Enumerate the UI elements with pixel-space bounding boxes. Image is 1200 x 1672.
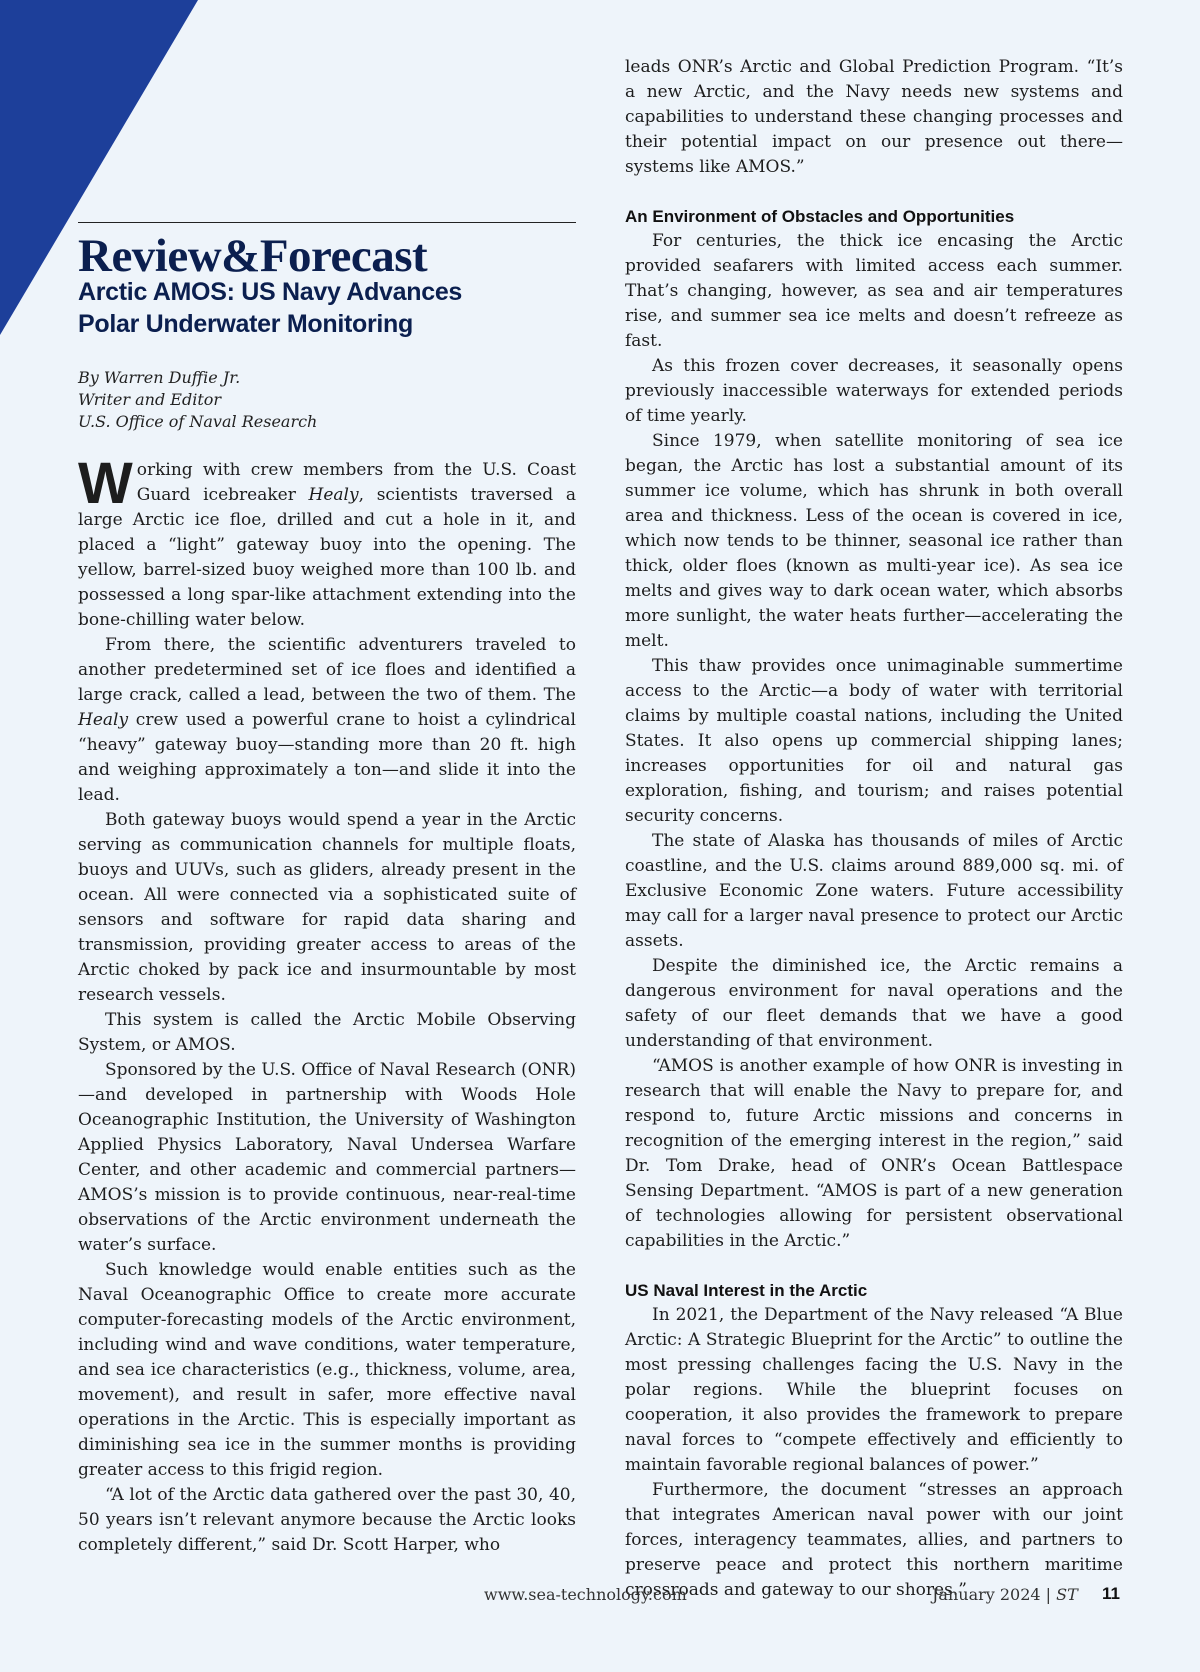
header-rule (78, 222, 576, 223)
paragraph: In 2021, the Department of the Navy released “A Blue Arctic: A Strategic Blueprint for the Arctic” to outline the most pressing challenges facing the U.S. Navy in the polar regions. While the blueprint focuses on cooperation, it also provides the framework to prepare naval forces to “compete effectively and efficiently to maintain favorable regional balances of power.” (625, 1305, 1123, 1475)
paragraph: Since 1979, when satellite monitoring of sea ice began, the Arctic has lost a substantial amount of its summer ice volume, which has shrunk in both overall area and thickness. Less of the ocean is covered in ice, which now tends to be thinner, seasonal ice rather than thick, older floes (known as multi-year ice). As sea ice melts and gives way to dark ocean water, which absorbs more sunlight, the water heats further—accelerating the melt. (625, 431, 1123, 651)
paragraph: For centuries, the thick ice encasing the Arctic provided seafarers with limited access each summer. That’s changing, however, as sea and air temperatures rise, and summer sea ice melts and doesn’t refreeze as fast. (625, 231, 1123, 351)
left-column (78, 451, 576, 1558)
page-number: 11 (1102, 1584, 1120, 1603)
headline-line-2: Polar Underwater Monitoring (78, 310, 413, 338)
paragraph: The state of Alaska has thousands of miles of Arctic coastline, and the U.S. claims around 889,000 sq. mi. of Exclusive Economic Zone waters. Future accessibility may call for a larger naval presence to protect our Arctic assets. (625, 831, 1123, 951)
paragraph: From there, the scientific adventurers traveled to another predetermined set of ice floes and identified a large crack, called a lead, between the two of them. The Healy crew used a powerful crane to hoist a cylindrical “heavy” gateway buoy—standing more than 20 ft. high and weighing approximately a ton—and slide it into the lead. (78, 635, 576, 805)
right-column (625, 55, 1123, 1603)
paragraph: Sponsored by the U.S. Office of Naval Research (ONR)—and developed in partnership with Woods Hole Oceanographic Institution, the University of Washington Applied Physics Laboratory, Naval Undersea Warfare Center, and other academic and commercial partners—AMOS’s mission is to provide continuous, near-real-time observations of the Arctic environment underneath the water’s surface. (78, 1060, 576, 1255)
paragraph: As this frozen cover decreases, it seasonally opens previously inaccessible waterways for extended periods of time yearly. (625, 356, 1123, 426)
paragraph: leads ONR’s Arctic and Global Prediction Program. “It’s a new Arctic, and the Navy needs new systems and capabilities to understand these changing processes and their potential impact on our presence out there—systems like AMOS.” (625, 57, 1123, 177)
paragraph: This system is called the Arctic Mobile Observing System, or AMOS. (78, 1010, 576, 1055)
subheading: US Naval Interest in the Arctic (625, 1281, 868, 1300)
subheading: An Environment of Obstacles and Opportunities (625, 207, 1015, 226)
footer-issue: January 2024 | ST (932, 1585, 1078, 1604)
byline-role: Writer and Editor (78, 390, 222, 409)
paragraph: This thaw provides once unimaginable summertime access to the Arctic—a body of water with territorial claims by multiple coastal nations, including the United States. It also opens up commercial shipping lanes; increases opportunities for oil and natural gas exploration, fishing, and tourism; and raises potential security concerns. (625, 656, 1123, 826)
paragraph: Despite the diminished ice, the Arctic remains a dangerous environment for naval operations and the safety of our fleet demands that we have a good understanding of that environment. (625, 956, 1123, 1051)
headline-line-1: Arctic AMOS: US Navy Advances (78, 278, 463, 306)
byline-org: U.S. Office of Naval Research (78, 412, 318, 431)
paragraph: “AMOS is another example of how ONR is investing in research that will enable the Navy to prepare for, and respond to, future Arctic missions and concerns in recognition of the emerging interest in the region,” said Dr. Tom Drake, head of ONR’s Ocean Battlespace Sensing Department. “AMOS is part of a new generation of technologies allowing for persistent observational capabilities in the Arctic.” (625, 1056, 1123, 1251)
paragraph: Working with crew members from the U.S. Coast Guard icebreaker Healy, scientists traversed a large Arctic ice floe, drilled and cut a hole in it, and placed a “light” gateway buoy into the opening. The yellow, barrel-sized buoy weighed more than 100 lb. and possessed a long spar-like attachment extending into the bone-chilling water below. (78, 451, 576, 630)
byline (78, 367, 558, 433)
paragraph: Furthermore, the document “stresses an approach that integrates American naval power with our joint forces, interagency teammates, allies, and partners to preserve peace and protect this northern maritime crossroads and gateway to our shores.” (625, 1480, 1123, 1600)
article-headline (78, 276, 558, 340)
footer-url[interactable]: www.sea-technology.com (484, 1585, 687, 1604)
section-title: Review&Forecast (78, 230, 428, 282)
paragraph: Both gateway buoys would spend a year in the Arctic serving as communication channels for multiple floats, buoys and UUVs, such as gliders, already present in the ocean. All were connected via a sophisticated suite of sensors and software for rapid data sharing and transmission, providing greater access to areas of the Arctic choked by pack ice and insurmountable by most research vessels. (78, 810, 576, 1005)
drop-cap: W (78, 451, 133, 516)
paragraph: Such knowledge would enable entities such as the Naval Oceanographic Office to create more accurate computer-forecasting models of the Arctic environment, including wind and wave conditions, water temperature, and sea ice characteristics (e.g., thickness, volume, area, movement), and result in safer, more effective naval operations in the Arctic. This is especially important as diminishing sea ice in the summer months is providing greater access to this frigid region. (78, 1260, 576, 1480)
paragraph: “A lot of the Arctic data gathered over the past 30, 40, 50 years isn’t relevant anymore because the Arctic looks completely different,” said Dr. Scott Harper, who (78, 1485, 576, 1555)
byline-author: By Warren Duffie Jr. (78, 368, 241, 387)
